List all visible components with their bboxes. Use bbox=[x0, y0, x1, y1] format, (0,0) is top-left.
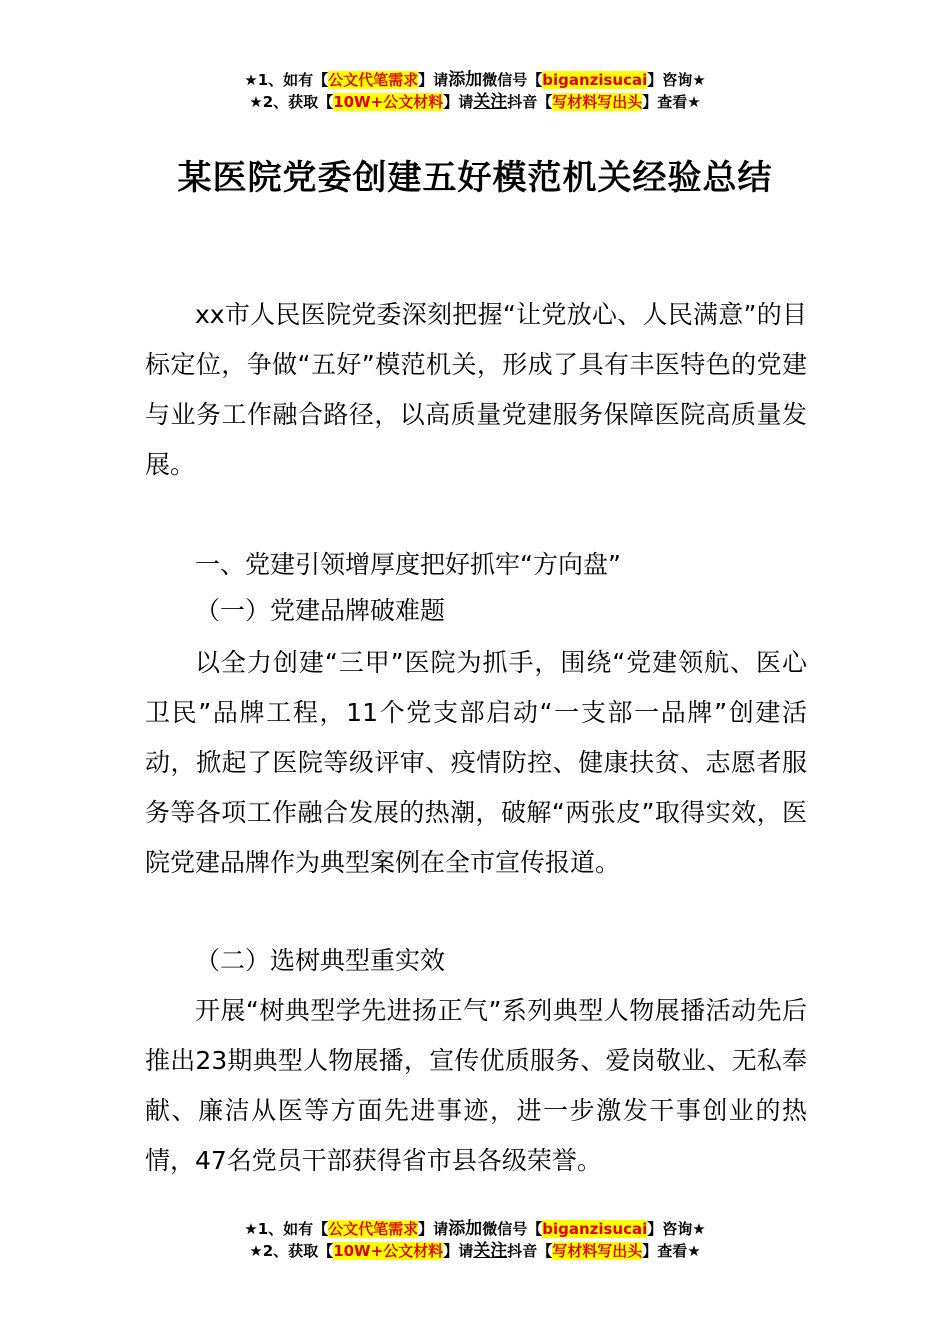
promo-text: ★2、获取【 bbox=[249, 93, 334, 111]
subsection-2-paragraph: 开展“树典型学先进扬正气”系列典型人物展播活动先后推出23期典型人物展播，宣传优质服务、爱岗敬业、无私奉献、廉洁从医等方面先进事迹，进一步激发干事创业的热情，47名党员干部获得省市县各级荣誉。 bbox=[145, 996, 807, 1175]
promo-text: 】查看★ bbox=[642, 93, 701, 111]
promo-banner-bottom bbox=[0, 1218, 950, 1262]
promo-text: 抖音【 bbox=[507, 1242, 553, 1260]
promo-line-1 bbox=[0, 1218, 950, 1240]
subsection-1-heading: （一）党建品牌破难题 bbox=[195, 596, 446, 625]
promo-text: 抖音【 bbox=[507, 93, 553, 111]
promo-text: 】查看★ bbox=[642, 1242, 701, 1260]
promo-text: 】请 bbox=[418, 71, 449, 89]
promo-highlight: 公文代笔需求 bbox=[328, 71, 419, 89]
promo-text: ★1、如有【 bbox=[244, 1220, 329, 1238]
promo-emphasis: 关注 bbox=[473, 1241, 508, 1261]
subsection-2-heading: （二）选树典型重实效 bbox=[195, 946, 446, 975]
promo-text: 微信号【 bbox=[482, 71, 543, 89]
intro-paragraph: xx市人民医院党委深刻把握“让党放心、人民满意”的目标定位，争做“五好”模范机关，形成了具有丰医特色的党建与业务工作融合路径，以高质量党建服务保障医院高质量发展。 bbox=[145, 300, 807, 479]
promo-text: 】请 bbox=[418, 1220, 449, 1238]
promo-text: 】请 bbox=[443, 93, 474, 111]
subsection-1-paragraph: 以全力创建“三甲”医院为抓手，围绕“党建领航、医心卫民”品牌工程，11个党支部启动“一支部一品牌”创建活动，掀起了医院等级评审、疫情防控、健康扶贫、志愿者服务等各项工作融合发展的热潮，破解“两张皮”取得实效，医院党建品牌作为典型案例在全市宣传报道。 bbox=[145, 648, 807, 877]
promo-highlight: 10W+公文材料 bbox=[333, 1242, 444, 1260]
subsection-1-body bbox=[145, 638, 807, 888]
promo-banner-top bbox=[0, 69, 950, 113]
promo-text: 】咨询★ bbox=[647, 71, 706, 89]
promo-text: 】咨询★ bbox=[647, 1220, 706, 1238]
document-title: 某医院党委创建五好模范机关经验总结 bbox=[177, 158, 773, 198]
promo-line-2 bbox=[0, 1240, 950, 1262]
promo-emphasis: 添加 bbox=[448, 70, 483, 90]
promo-text: 微信号【 bbox=[482, 1220, 543, 1238]
promo-text: 】请 bbox=[443, 1242, 474, 1260]
promo-douyin-id: 写材料写出头 bbox=[552, 1242, 643, 1260]
promo-highlight: 10W+公文材料 bbox=[333, 93, 444, 111]
intro-block bbox=[145, 290, 807, 490]
promo-text: ★1、如有【 bbox=[244, 71, 329, 89]
promo-highlight: 公文代笔需求 bbox=[328, 1220, 419, 1238]
subsection-2 bbox=[145, 936, 807, 986]
promo-line-1 bbox=[0, 69, 950, 91]
section-1 bbox=[145, 540, 807, 590]
promo-wechat-id: biganzisucai bbox=[542, 1220, 648, 1238]
section-1-heading: 一、党建引领增厚度把好抓牢“方向盘” bbox=[195, 550, 621, 579]
promo-text: ★2、获取【 bbox=[249, 1242, 334, 1260]
promo-wechat-id: biganzisucai bbox=[542, 71, 648, 89]
promo-line-2 bbox=[0, 91, 950, 113]
promo-emphasis: 关注 bbox=[473, 92, 508, 112]
subsection-1 bbox=[145, 586, 807, 636]
subsection-2-body bbox=[145, 986, 807, 1186]
promo-douyin-id: 写材料写出头 bbox=[552, 93, 643, 111]
promo-emphasis: 添加 bbox=[448, 1219, 483, 1239]
